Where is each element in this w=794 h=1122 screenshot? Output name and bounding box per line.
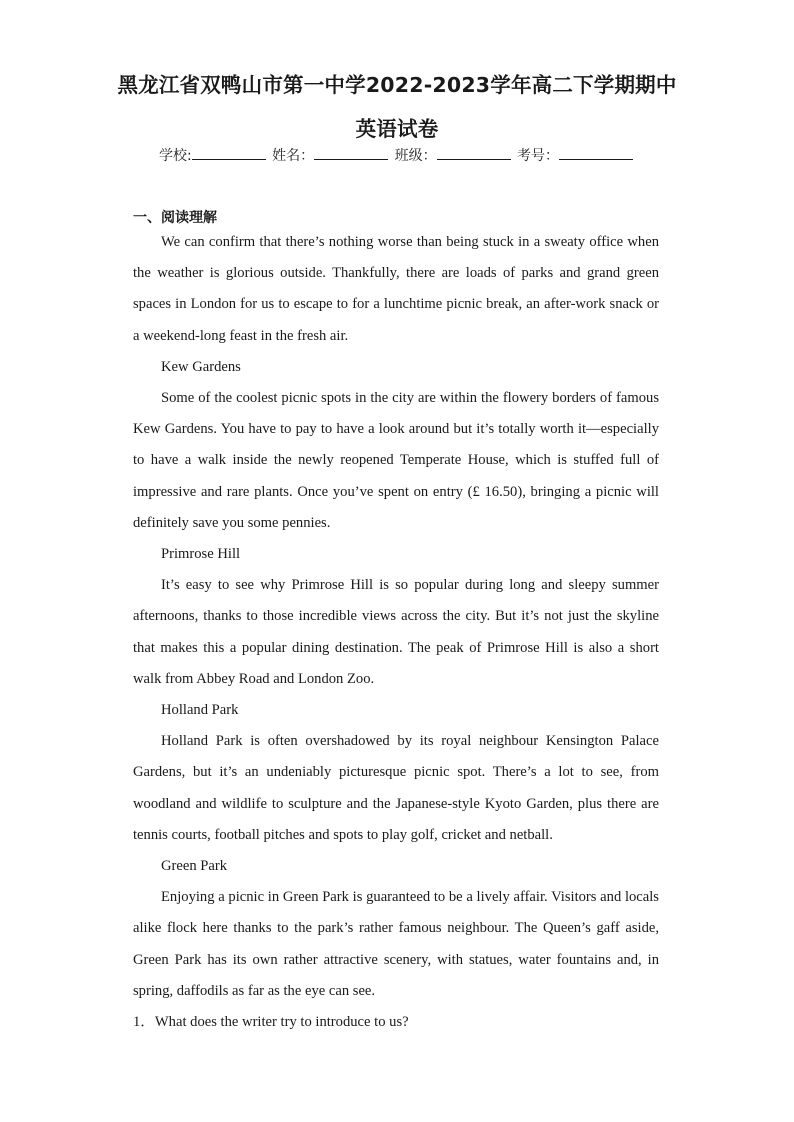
section-title: 一、阅读理解 [133, 210, 217, 226]
class-blank[interactable] [437, 147, 511, 160]
park-heading-primrose: Primrose Hill [161, 546, 241, 563]
question-1 [133, 1007, 659, 1038]
exam-title-line2: 英语试卷 [355, 117, 439, 141]
exam-number-label: 考号： [517, 148, 560, 164]
name-label: 姓名： [272, 148, 315, 164]
park-text-green: Enjoying a picnic in Green Park is guaranteed to be a lively affair. Visitors and locals alike flock here thanks to the park’s rather famous neighbour. The Queen’s gaff aside, Green Park has its own rather attractive scenery, with statues, water fountains and, in spring, daffodils as far as the eye can see. [133, 889, 659, 999]
reading-passage [133, 227, 659, 1038]
exam-title-line1: 黑龙江省双鸭山市第一中学2022-2023学年高二下学期期中 [117, 73, 677, 97]
school-blank[interactable] [192, 147, 266, 160]
park-text-holland: Holland Park is often overshadowed by its royal neighbour Kensington Palace Gardens, but it’s an undeniably picturesque picnic spot. There’s a lot to see, from woodland and wildlife to sculpture and the Japanese-style Kyoto Garden, plus there are tennis courts, football pitches and spots to play golf, cricket and netball. [133, 733, 659, 843]
student-info-row [0, 145, 794, 165]
passage-intro: We can confirm that there’s nothing worse than being stuck in a sweaty office when the weather is glorious outside. Thankfully, there are loads of parks and grand green spaces in London for us to escape to for a lunchtime picnic break, an after-work snack or a weekend-long feast in the fresh air. [133, 234, 659, 344]
question-text: What does the writer try to introduce to us? [154, 1014, 409, 1031]
park-heading-holland: Holland Park [161, 702, 239, 719]
exam-number-blank[interactable] [559, 147, 633, 160]
park-text-kew: Some of the coolest picnic spots in the city are within the flowery borders of famous Kew Gardens. You have to pay to have a look around but it’s totally worth it—especially to have a walk inside the newly reopened Temperate House, which is stuffed full of impressive and rare plants. Once you’ve spent on entry (£ 16.50), bringing a picnic will definitely save you some pennies. [133, 390, 659, 531]
name-blank[interactable] [314, 147, 388, 160]
school-label: 学校: [158, 148, 192, 164]
park-heading-kew: Kew Gardens [161, 358, 241, 375]
question-number: 1． [133, 1014, 155, 1031]
park-heading-green: Green Park [161, 858, 228, 875]
park-text-primrose: It’s easy to see why Primrose Hill is so popular during long and sleepy summer afternoons, thanks to those incredible views across the city. But it’s not just the skyline that makes this a popular dining destination. The peak of Primrose Hill is also a short walk from Abbey Road and London Zoo. [133, 577, 659, 687]
class-label: 班级： [394, 148, 437, 164]
